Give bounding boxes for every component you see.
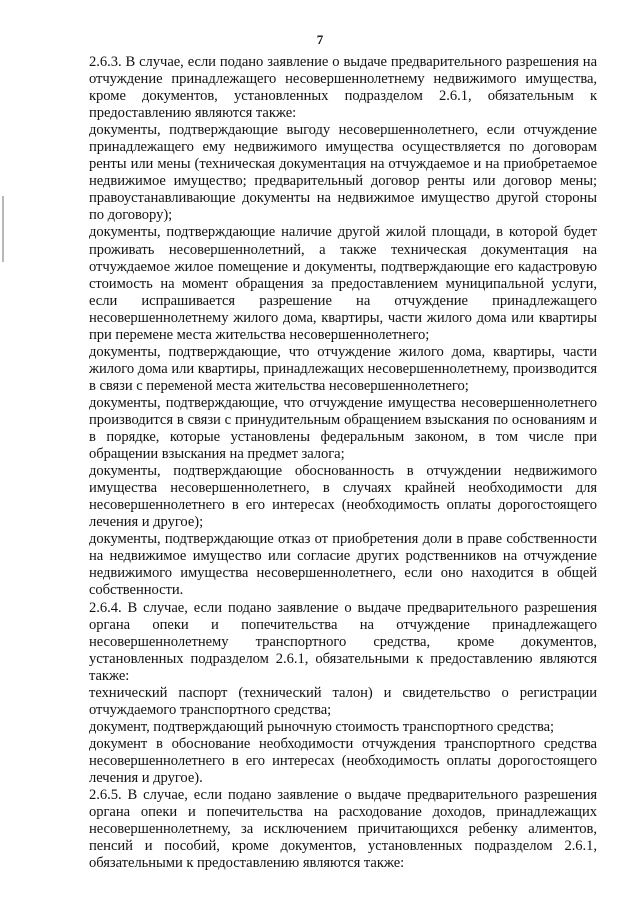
paragraph-2-6-4: 2.6.4. В случае, если подано заявление о выдаче предварительного разрешения органа опеки и попечительства на отчуждение принадлежащего несовершеннолетнему транспортного средства, кроме документов, установленных подразделом 2.6.1, обязательными к предоставлению являются также:	[89, 599, 597, 684]
paragraph-item: документы, подтверждающие наличие другой жилой площади, в которой будет проживать несовершеннолетний, а также техническая документация на отчуждаемое жилое помещение и документы, подтверждающие его кадастровую стоимость на момент обращения за предоставлением муниципальной услуги, если испрашивается разрешение на отчуждение принадлежащего несовершеннолетнему жилого дома, квартиры, части жилого дома или квартиры при перемене места жительства несовершеннолетнего;	[89, 224, 597, 343]
page-number: 7	[316, 32, 324, 47]
paragraph-item: документы, подтверждающие выгоду несовершеннолетнего, если отчуждение принадлежащего ему недвижимого имущества осуществляется по договорам ренты или мены (техническая документация на отчуждаемое и на приобретаемое недвижимое имущество; предварительный договор ренты или договор мены; правоустанавливающие документы на недвижимое имущество другой стороны по договору);	[89, 122, 597, 224]
paragraph-item: технический паспорт (технический талон) и свидетельство о регистрации отчуждаемого транспортного средства;	[89, 684, 597, 718]
paragraph-item: документы, подтверждающие, что отчуждение жилого дома, квартиры, части жилого дома или квартиры, принадлежащих несовершеннолетнему, производится в связи с переменой места жительства несовершеннолетнего;	[89, 343, 597, 394]
paragraph-2-6-3: 2.6.3. В случае, если подано заявление о выдаче предварительного разрешения на отчуждение принадлежащего несовершеннолетнему недвижимого имущества, кроме документов, установленных подразделом 2.6.1, обязательным к предоставлению являются также:	[89, 54, 597, 122]
paragraph-item: документы, подтверждающие обоснованность в отчуждении недвижимого имущества несовершеннолетнего, в случаях крайней необходимости для несовершеннолетнего в его интересах (необходимость оплаты дорогостоящего лечения и другое);	[89, 463, 597, 531]
paragraph-item: документ, подтверждающий рыночную стоимость транспортного средства;	[89, 718, 555, 735]
paragraph-2-6-5: 2.6.5. В случае, если подано заявление о выдаче предварительного разрешения органа опеки и попечительства на расходование доходов, принадлежащих несовершеннолетнему, за исключением причитающихся ребенку алиментов, пенсий и пособий, кроме документов, установленных подразделом 2.6.1, обязательными к предоставлению являются также:	[89, 787, 597, 872]
paragraph-item: документы, подтверждающие, что отчуждение имущества несовершеннолетнего производится в связи с принудительным обращением взыскания по основаниям и в порядке, которые установлены федеральным законом, в том числе при обращении взыскания на предмет залога;	[89, 394, 597, 463]
paragraph-item: документы, подтверждающие отказ от приобретения доли в праве собственности на недвижимое имущество или согласие других родственников на отчуждение недвижимого имущества несовершеннолетнего, если оно находится в общей собственности.	[89, 531, 597, 599]
scan-margin-mark	[2, 196, 4, 262]
paragraph-item: документ в обоснование необходимости отчуждения транспортного средства несовершеннолетнего в его интересах (необходимость оплаты дорогостоящего лечения и другое).	[89, 735, 597, 786]
document-body	[89, 54, 597, 872]
